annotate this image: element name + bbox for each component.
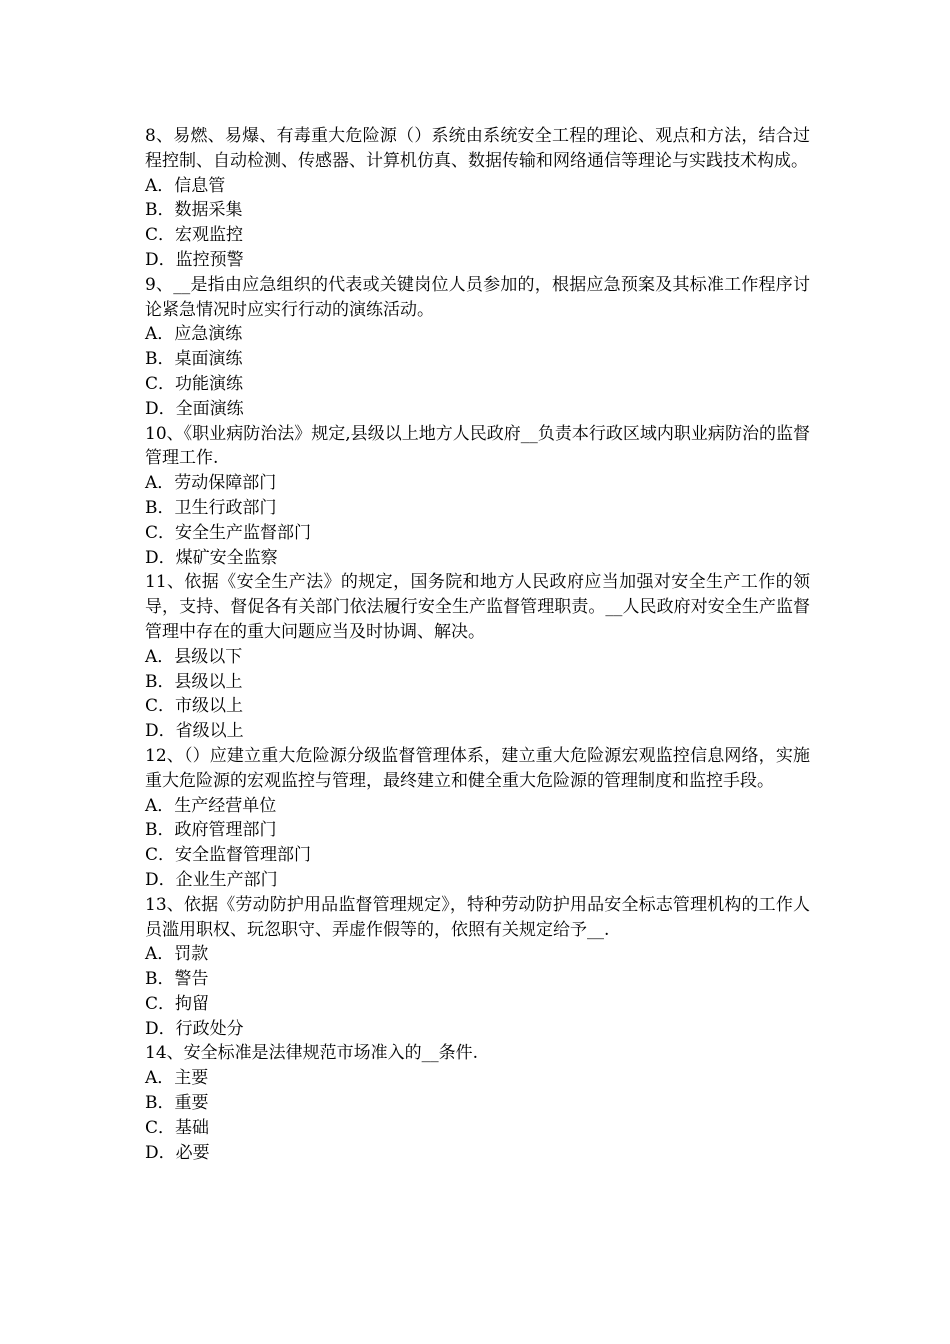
question-stem: 14、安全标准是法律规范市场准入的__条件. bbox=[145, 1043, 479, 1064]
option-d: D．省级以上 bbox=[145, 721, 244, 742]
option-d: D．监控预警 bbox=[145, 249, 244, 270]
question-13 bbox=[145, 893, 810, 1042]
question-stem: 10、《职业病防治法》规定,县级以上地方人民政府__负责本行政区域内职业病防治的监督管理工作. bbox=[145, 423, 810, 469]
question-11 bbox=[145, 570, 810, 744]
option-b: B．重要 bbox=[145, 1093, 209, 1114]
question-stem: 11、依据《安全生产法》的规定，国务院和地方人民政府应当加强对安全生产工作的领导，支持、督促各有关部门依法履行安全生产监督管理职责。__人民政府对安全生产监督管理中存在的重大问题应当及时协调、解决。 bbox=[145, 572, 810, 642]
question-stem: 9、__是指由应急组织的代表或关键岗位人员参加的，根据应急预案及其标准工作程序讨论紧急情况时应实行行动的演练活动。 bbox=[145, 274, 810, 320]
question-stem: 12、（）应建立重大危险源分级监督管理体系，建立重大危险源宏观监控信息网络，实施重大危险源的宏观监控与管理，最终建立和健全重大危险源的管理制度和监控手段。 bbox=[145, 745, 810, 791]
option-a: A．主要 bbox=[145, 1068, 209, 1089]
option-b: B．县级以上 bbox=[145, 671, 243, 692]
question-12 bbox=[145, 744, 810, 893]
option-a: A．罚款 bbox=[145, 944, 209, 965]
question-stem: 8、易燃、易爆、有毒重大危险源（）系统由系统安全工程的理论、观点和方法，结合过程控制、自动检测、传感器、计算机仿真、数据传输和网络通信等理论与实践技术构成。 bbox=[145, 126, 810, 171]
option-d: D．企业生产部门 bbox=[145, 869, 278, 890]
document-page bbox=[145, 124, 810, 1165]
question-14 bbox=[145, 1041, 810, 1165]
option-b: B．政府管理部门 bbox=[145, 820, 277, 841]
question-10 bbox=[145, 422, 810, 571]
option-c: C．安全监督管理部门 bbox=[145, 845, 312, 866]
option-c: C．安全生产监督部门 bbox=[145, 522, 312, 543]
option-a: A．生产经营单位 bbox=[145, 795, 277, 816]
question-stem: 13、依据《劳动防护用品监督管理规定》，特种劳动防护用品安全标志管理机构的工作人员滥用职权、玩忽职守、弄虚作假等的，依照有关规定给予__. bbox=[145, 894, 810, 940]
option-d: D．全面演练 bbox=[145, 398, 244, 419]
option-c: C．功能演练 bbox=[145, 373, 244, 394]
question-8 bbox=[145, 124, 810, 273]
option-a: A．劳动保障部门 bbox=[145, 473, 277, 494]
option-c: C．宏观监控 bbox=[145, 225, 244, 246]
question-9 bbox=[145, 273, 810, 422]
option-b: B．数据采集 bbox=[145, 200, 243, 221]
option-b: B．桌面演练 bbox=[145, 349, 243, 370]
option-c: C．市级以上 bbox=[145, 696, 244, 717]
option-b: B．警告 bbox=[145, 969, 209, 990]
option-d: D．煤矿安全监察 bbox=[145, 547, 278, 568]
option-a: A．应急演练 bbox=[145, 324, 243, 345]
option-b: B．卫生行政部门 bbox=[145, 497, 277, 518]
option-d: D．行政处分 bbox=[145, 1018, 244, 1039]
option-c: C．拘留 bbox=[145, 993, 210, 1014]
option-a: A．信息管 bbox=[145, 175, 226, 196]
option-a: A．县级以下 bbox=[145, 646, 243, 667]
option-d: D．必要 bbox=[145, 1142, 210, 1163]
option-c: C．基础 bbox=[145, 1117, 210, 1138]
